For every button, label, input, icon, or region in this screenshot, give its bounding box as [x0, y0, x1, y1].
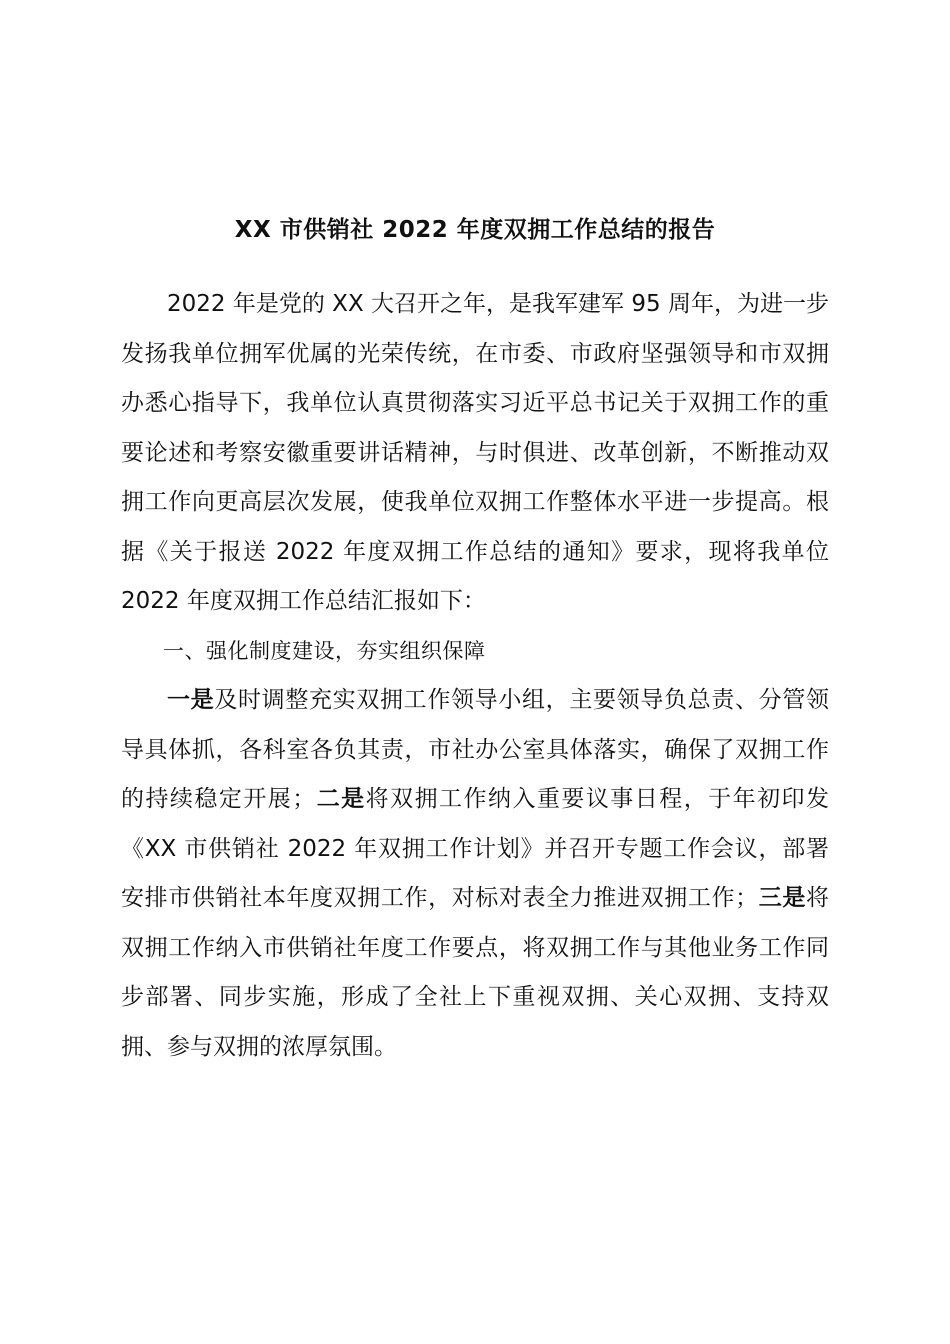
section-1-text-1: 及时调整充实双拥工作领导小组，主要领导负总责、分管领导具体抓，各科室各负其责，市社办公室具体落实，确保了双拥工作的持续稳定开展； [121, 687, 830, 812]
section-heading-1: 一、强化制度建设，夯实组织保障 [163, 638, 486, 663]
intro-paragraph: 2022 年是党的 XX 大召开之年，是我军建军 95 周年，为进一步发扬我单位拥军优属的光荣传统，在市委、市政府坚强领导和市双拥办悉心指导下，我单位认真贯彻落实习近平总书记关于双拥工作的重要论述和考察安徽重要讲话精神，与时俱进、改革创新，不断推动双拥工作向更高层次发展，使我单位双拥工作整体水平进一步提高。根据《关于报送 2022 年度双拥工作总结的通知》要求，现将我单位 2022 年度双拥工作总结汇报如下： [121, 291, 829, 614]
section-1-paragraph [121, 676, 829, 1072]
section-1-text-2: 将双拥工作纳入重要议事日程，于年初印发《XX 市供销社 2022 年双拥工作计划》并召开专题工作会议，部署安排市供销社本年度双拥工作，对标对表全力推进双拥工作； [121, 786, 830, 911]
document-title: XX 市供销社 2022 年度双拥工作总结的报告 [234, 217, 716, 243]
document-body [121, 280, 829, 1072]
lead-term-3: 三是 [758, 885, 807, 911]
section-1-text-3: 将双拥工作纳入市供销社年度工作要点，将双拥工作与其他业务工作同步部署、同步实施，形成了全社上下重视双拥、关心双拥、支持双拥、参与双拥的浓厚氛围。 [121, 885, 830, 1060]
lead-term-2: 二是 [315, 786, 366, 812]
lead-term-1: 一是 [167, 687, 215, 713]
